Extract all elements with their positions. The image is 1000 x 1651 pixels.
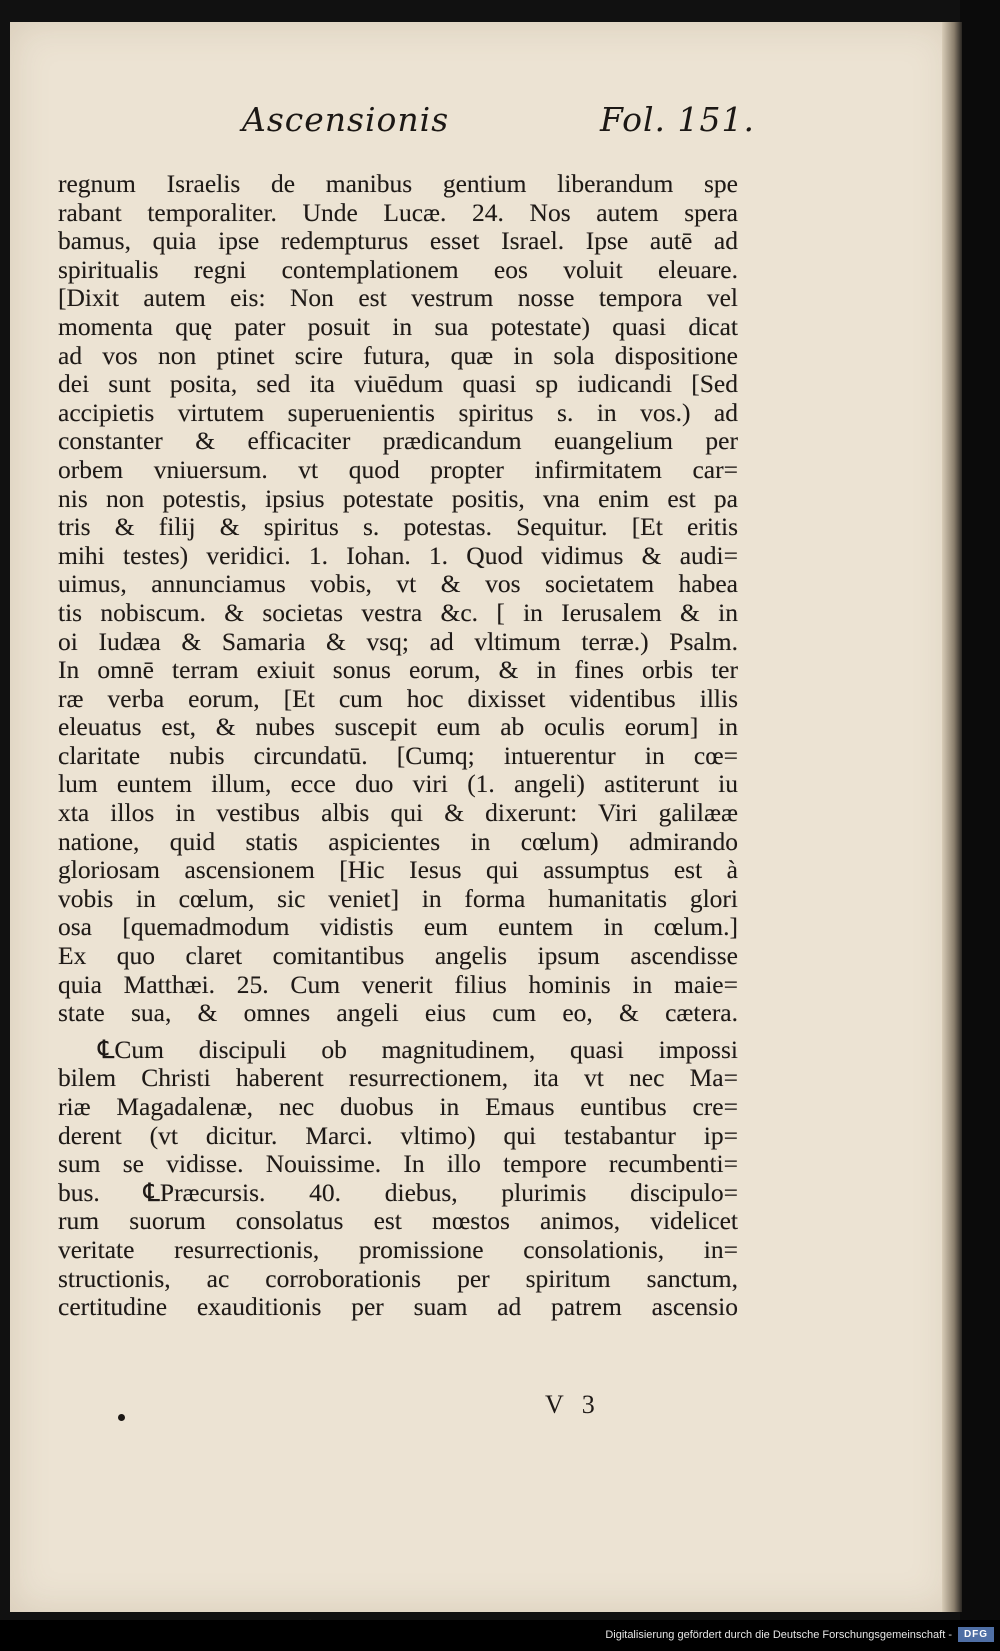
text-line: derent (vt dicitur. Marci. vltimo) qui testabantur ip= xyxy=(58,1121,738,1150)
text-line: ad vos non ptinet scire futura, quæ in sola dispositione xyxy=(58,341,738,370)
text-line: riæ Magadalenæ, nec duobus in Emaus euntibus cre= xyxy=(58,1093,738,1121)
paragraph-gap xyxy=(58,1028,738,1036)
text-line: constanter & efficaciter prædicandum euangelium per xyxy=(58,427,738,456)
text-line: quia Matthæi. 25. Cum venerit filius hominis in maie= xyxy=(58,970,738,999)
text-line: spiritualis regni contemplationem eos voluit eleuare. xyxy=(58,255,738,284)
scanner-background xyxy=(960,0,1000,1651)
text-line: accipietis virtutem superuenientis spiritus s. in vos.) ad xyxy=(58,398,738,427)
text-line: natione, quid statis aspicientes in cœlum) admirando xyxy=(58,827,738,856)
text-line: certitudine exauditionis per suam ad patrem ascensio xyxy=(58,1293,738,1322)
text-line: momenta quę pater posuit in sua potestate) quasi dicat xyxy=(58,312,738,341)
text-line: dei sunt posita, sed ita viuēdum quasi sp iudicandi [Sed xyxy=(58,370,738,399)
digitization-footer xyxy=(0,1620,1000,1651)
page-edge-shadow xyxy=(942,22,962,1612)
text-line: rabant temporaliter. Unde Lucæ. 24. Nos autem spera xyxy=(58,198,738,227)
text-line: ræ verba eorum, [Et cum hoc dixisset videntibus illis xyxy=(58,684,738,713)
text-line: gloriosam ascensionem [Hic Iesus qui assumptus est à xyxy=(58,856,738,885)
paragraph-start-line: ℄Cum discipuli ob magnitudinem, quasi impossi xyxy=(98,1035,738,1064)
signature-mark: V 3 xyxy=(545,1390,601,1419)
text-line: claritate nubis circundatū. [Cumq; intuerentur in cœ= xyxy=(58,741,738,770)
page-header xyxy=(10,100,952,160)
text-line: regnum Israelis de manibus gentium liberandum spe xyxy=(58,170,738,198)
text-line: uimus, annunciamus vobis, vt & vos societatem habea xyxy=(58,570,738,599)
text-line: sum se vidisse. Nouissime. In illo tempore recumbenti= xyxy=(58,1150,738,1179)
text-line: tris & filij & spiritus s. potestas. Sequitur. [Et eritis xyxy=(58,513,738,542)
text-line: bamus, quia ipse redempturus esset Israel. Ipse autē ad xyxy=(58,227,738,256)
text-line: orbem vniuersum. vt quod propter infirmitatem car= xyxy=(58,455,738,484)
text-line: oi Iudæa & Samaria & vsq; ad vltimum terræ.) Psalm. xyxy=(58,627,738,656)
text-line: structionis, ac corroborationis per spiritum sanctum, xyxy=(58,1264,738,1293)
text-line: lum euntem illum, ecce duo viri (1. angeli) astiterunt iu xyxy=(58,770,738,799)
book-page xyxy=(10,22,952,1612)
text-line: bus. ℄Præcursis. 40. diebus, plurimis discipulo= xyxy=(58,1178,738,1207)
text-line: rum suorum consolatus est mœstos animos, videlicet xyxy=(58,1207,738,1236)
funding-credit: Digitalisierung gefördert durch die Deutsche Forschungsgemeinschaft - xyxy=(605,1629,952,1641)
text-line: mihi testes) veridici. 1. Iohan. 1. Quod vidimus & audi= xyxy=(58,541,738,570)
text-line: [Dixit autem eis: Non est vestrum nosse tempora vel xyxy=(58,284,738,313)
ink-spot xyxy=(118,1414,125,1421)
text-line: Ex quo claret comitantibus angelis ipsum ascendisse xyxy=(58,942,738,971)
text-line: nis non potestis, ipsius potestate positis, vna enim est pa xyxy=(58,484,738,513)
folio-number: Fol. 151. xyxy=(600,100,755,139)
dfg-logo: DFG xyxy=(958,1627,994,1642)
text-line: tis nobiscum. & societas vestra &c. [ in Ierusalem & in xyxy=(58,598,738,627)
text-line: eleuatus est, & nubes suscepit eum ab oculis eorum] in xyxy=(58,713,738,742)
text-line: xta illos in vestibus albis qui & dixerunt: Viri galilææ xyxy=(58,799,738,828)
text-line: vobis in cœlum, sic veniet] in forma humanitatis glori xyxy=(58,884,738,913)
text-line: veritate resurrectionis, promissione consolationis, in= xyxy=(58,1235,738,1264)
text-line: state sua, & omnes angeli eius cum eo, & cætera. xyxy=(58,999,738,1028)
text-line: In omnē terram exiuit sonus eorum, & in fines orbis ter xyxy=(58,656,738,685)
text-line: osa [quemadmodum vidistis eum euntem in cœlum.] xyxy=(58,913,738,942)
body-text xyxy=(58,170,738,1322)
running-head: Ascensionis xyxy=(242,100,450,139)
text-line: bilem Christi haberent resurrectionem, ita vt nec Ma= xyxy=(58,1064,738,1093)
